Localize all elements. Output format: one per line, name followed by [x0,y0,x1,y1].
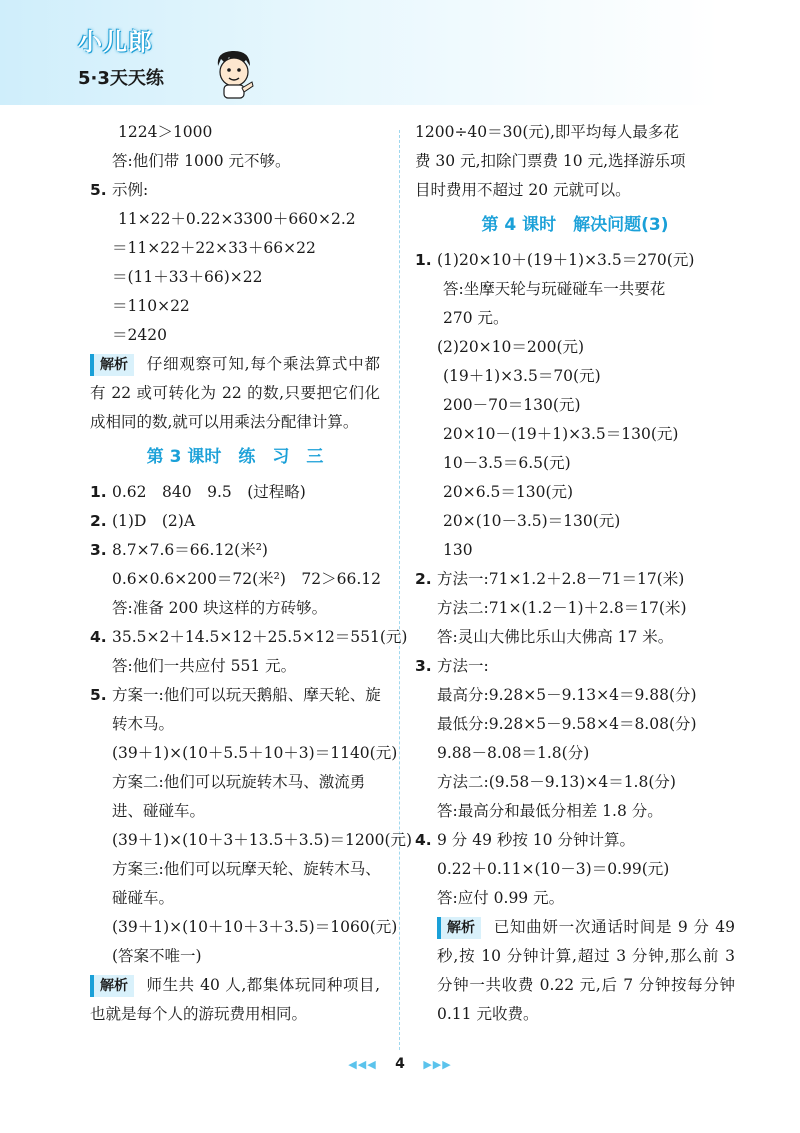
question-number: 4. [415,831,432,849]
text-line: 方案三:他们可以玩摩天轮、旋转木马、 [112,860,381,878]
text-line: (答案不唯一) [112,947,202,965]
text-line: 11×22＋0.22×3300＋660×2.2 [118,210,356,228]
text-line: ＝11×22＋22×33＋66×22 [112,239,316,257]
text-line: (19＋1)×3.5＝70(元) [443,367,601,385]
text-line: 20×6.5＝130(元) [443,483,574,501]
analysis-tag: 解析 [90,354,134,376]
page-header [0,0,800,105]
text-line: ＝(11＋33＋66)×22 [112,268,263,286]
text-line: 10－3.5＝6.5(元) [443,454,571,472]
answer-item [90,536,380,565]
answer-text: 方案一:他们可以玩天鹅船、摩天轮、旋 [112,686,381,704]
text-line: 答:准备 200 块这样的方砖够。 [112,599,328,617]
question-number: 1. [90,483,107,501]
answer-item [415,565,735,594]
answer-text: 35.5×2＋14.5×12＋25.5×12＝551(元) [112,628,408,646]
answer-text: 9 分 49 秒按 10 分钟计算。 [437,831,635,849]
question-number: 2. [415,570,432,588]
text-line: 9.88－8.08＝1.8(分) [437,744,590,762]
text-line: 1224＞1000 [118,123,213,141]
answer-text: (1)D (2)A [112,512,196,530]
analysis-tag: 解析 [437,917,481,939]
text-line: 方法二:71×(1.2－1)＋2.8＝17(米) [437,599,687,617]
answer-item [90,681,380,710]
analysis-tag: 解析 [90,975,134,997]
text-line: 答:他们带 1000 元不够。 [112,152,291,170]
analysis-text: 仔细观察可知,每个乘法算式中都有 22 或可转化为 22 的数,只要把它们化成相同的数,就可以用乘法分配律计算。 [90,355,380,431]
text-line: 进、碰碰车。 [112,802,206,820]
answer-text: (1)20×10＋(19＋1)×3.5＝270(元) [437,251,695,269]
answer-item [415,246,735,275]
text-line: ＝110×22 [112,297,190,315]
question-number: 5. [90,686,107,704]
question-5 [90,176,380,205]
brand-logo [70,20,210,100]
logo-subtitle: 5·3天天练 [78,68,164,89]
question-number: 5. [90,181,107,199]
page-number: 4 [395,1056,405,1072]
text-line: 答:他们一共应付 551 元。 [112,657,297,675]
right-column [415,118,735,1029]
text-line: 答:最高分和最低分相差 1.8 分。 [437,802,663,820]
text-line: ＝2420 [112,326,167,344]
logo-title: 小儿郎 [78,28,153,56]
answer-text: 方法一:71×1.2＋2.8－71＝17(米) [437,570,685,588]
answer-text: 方法一: [437,657,489,675]
text-line: 最高分:9.28×5－9.13×4＝9.88(分) [437,686,697,704]
text-line: 200－70＝130(元) [443,396,581,414]
text-line: 最低分:9.28×5－9.58×4＝8.08(分) [437,715,697,733]
text-line: 转木马。 [112,715,175,733]
question-number: 4. [90,628,107,646]
text-line: 方案二:他们可以玩旋转木马、激流勇 [112,773,366,791]
question-number: 2. [90,512,107,530]
analysis-block [90,971,380,1029]
text-line: 目时费用不超过 20 元就可以。 [415,181,631,199]
text-line: 130 [443,541,473,559]
question-number: 3. [415,657,432,675]
text-line: 碰碰车。 [112,889,175,907]
text-line: (39＋1)×(10＋3＋13.5＋3.5)＝1200(元) [112,831,413,849]
text-line: (39＋1)×(10＋10＋3＋3.5)＝1060(元) [112,918,398,936]
page-footer [0,1056,800,1072]
answer-text: 8.7×7.6＝66.12(米²) [112,541,268,559]
text-line: 答:应付 0.99 元。 [437,889,565,907]
answer-item [90,478,380,507]
text-line: 270 元。 [443,309,509,327]
answer-item [415,826,735,855]
mascot-boy-icon [212,48,256,100]
section-heading: 第 4 课时 解决问题(3) [481,215,669,235]
text-line: 1200÷40＝30(元),即平均每人最多花 [415,123,679,141]
text-line: 费 30 元,扣除门票费 10 元,选择游乐项 [415,152,686,170]
question-number: 1. [415,251,432,269]
column-divider [399,130,400,1050]
analysis-text: 师生共 40 人,都集体玩同种项目,也就是每个人的游玩费用相同。 [90,976,380,1023]
text-line: 答:坐摩天轮与玩碰碰车一共要花 [443,280,666,298]
text-line: 0.6×0.6×200＝72(米²) 72＞66.12 [112,570,381,588]
right-arrows-icon: ▶▶▶ [423,1058,452,1071]
text-line: 方法二:(9.58－9.13)×4＝1.8(分) [437,773,676,791]
text-line: (2)20×10＝200(元) [437,338,585,356]
left-column [90,118,413,1029]
answer-item [90,623,408,652]
text-line: 20×10－(19＋1)×3.5＝130(元) [443,425,679,443]
question-number: 3. [90,541,107,559]
analysis-block [90,350,380,437]
text-line: 20×(10－3.5)＝130(元) [443,512,621,530]
section-heading: 第 3 课时 练 习 三 [146,447,324,467]
analysis-block [415,913,735,1029]
answer-item [415,652,735,681]
text-line: 答:灵山大佛比乐山大佛高 17 米。 [437,628,674,646]
answer-text: 0.62 840 9.5 (过程略) [112,483,306,501]
analysis-text: 已知曲妍一次通话时间是 9 分 49 秒,按 10 分钟计算,超过 3 分钟,那么前 3 分钟一共收费 0.22 元,后 7 分钟按每分钟 0.11 元收费。 [437,918,735,1023]
answer-item [90,507,380,536]
text-line: 0.22＋0.11×(10－3)＝0.99(元) [437,860,670,878]
text-line: (39＋1)×(10＋5.5＋10＋3)＝1140(元) [112,744,398,762]
question-label: 示例: [112,181,149,199]
left-arrows-icon: ◀◀◀ [348,1058,377,1071]
